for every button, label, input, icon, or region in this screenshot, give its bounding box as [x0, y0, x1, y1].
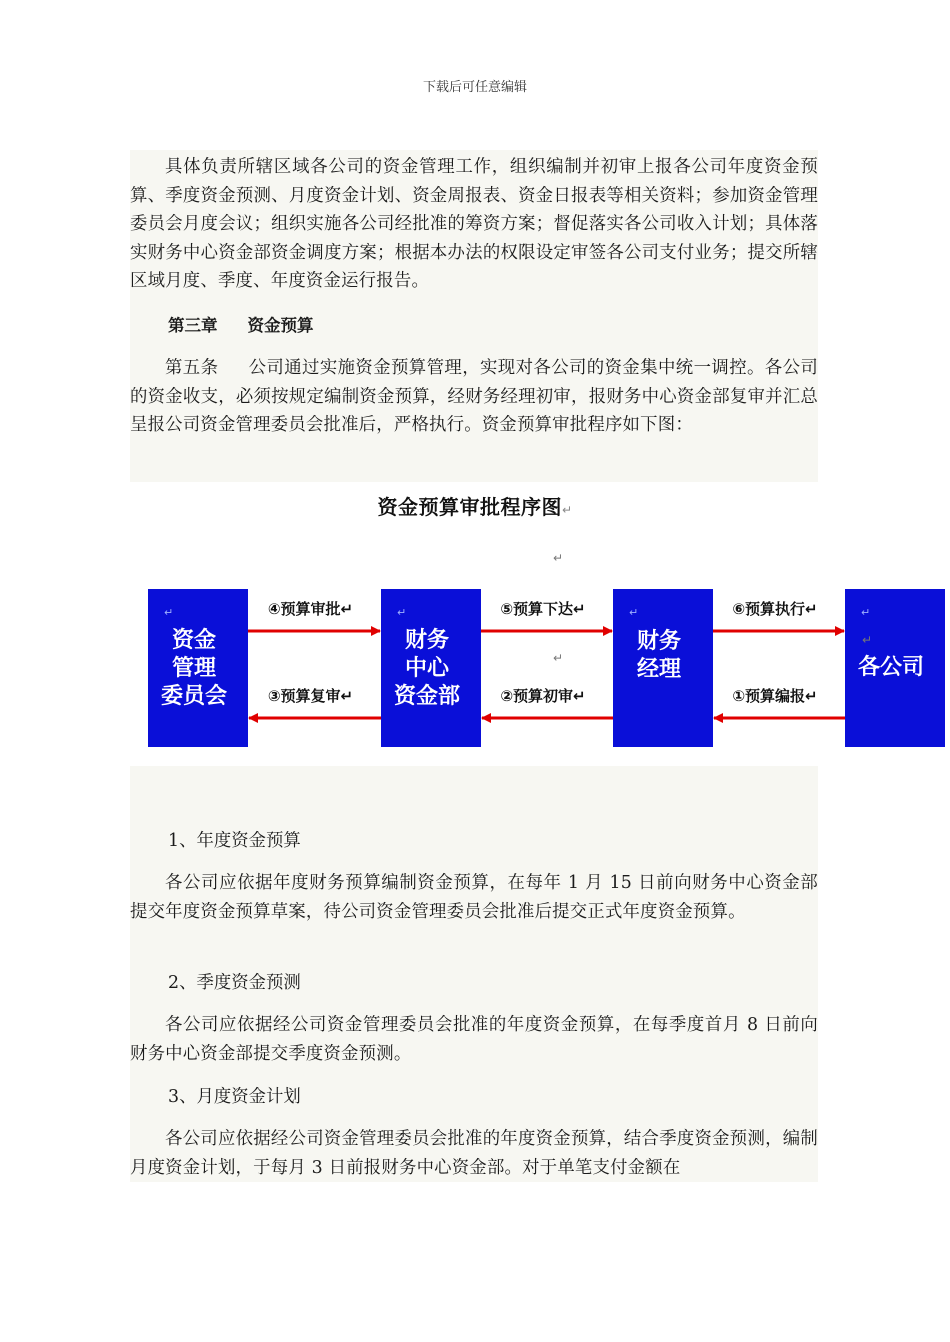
- section-3-text: 各公司应依据经公司资金管理委员会批准的年度资金预算，结合季度资金预测，编制月度资金计划，于每月 3 日前报财务中心资金部。对于单笔支付金额在: [130, 1129, 818, 1178]
- return-mark: ↵: [397, 606, 407, 619]
- return-mark: ↵: [861, 606, 871, 619]
- section-1-heading: 1、年度资金预算: [168, 831, 301, 851]
- return-mark: ↵: [164, 606, 174, 619]
- committee-box-label-line: 委员会: [160, 684, 228, 709]
- chapter-number: 第三章: [168, 316, 218, 335]
- article-5-paragraph: [130, 354, 818, 440]
- return-mark: ↵: [553, 551, 564, 565]
- arrow-execution-label: ⑥预算执行↵: [732, 600, 818, 618]
- committee-box-label-line: 管理: [171, 656, 217, 681]
- finance-manager-box-label-line: 财务: [636, 629, 682, 654]
- text-block-bottom: [130, 766, 818, 1182]
- budget-approval-diagram: [0, 540, 950, 760]
- chapter-heading: [130, 312, 818, 340]
- finance-center-box-label-line: 资金部: [393, 684, 461, 709]
- chapter-title: 资金预算: [247, 316, 314, 335]
- return-mark: ↵: [862, 633, 873, 647]
- arrow-initial-review-label: ②预算初审↵: [500, 687, 586, 705]
- finance-center-box-label-line: 财务: [404, 628, 450, 653]
- arrow-review-label: ③预算复审↵: [267, 687, 354, 705]
- section-2-heading: 2、季度资金预测: [168, 973, 301, 993]
- arrow-issue-label: ⑤预算下达↵: [500, 600, 586, 618]
- section-1-text: 各公司应依据年度财务预算编制资金预算，在每年 1 月 15 日前向财务中心资金部提交年度资金预算草案，待公司资金管理委员会批准后提交正式年度资金预算。: [130, 873, 818, 922]
- arrow-submission-label: ①预算编报↵: [732, 687, 818, 705]
- arrow-approval-label: ④预算审批↵: [267, 600, 354, 618]
- text-block-top: [130, 150, 818, 482]
- companies-box-label-line: 各公司: [857, 655, 925, 680]
- return-mark: ↵: [629, 606, 639, 619]
- diagram-title: 资金预算审批程序图↵: [377, 495, 573, 519]
- page-header-note: 下载后可任意编辑: [422, 80, 527, 95]
- section-3-heading: 3、月度资金计划: [168, 1087, 301, 1107]
- finance-center-box-label-line: 中心: [404, 656, 450, 681]
- responsibility-paragraph: 具体负责所辖区域各公司的资金管理工作，组织编制并初审上报各公司年度资金预算、季度资金预测、月度资金计划、资金周报表、资金日报表等相关资料；参加资金管理委员会月度会议；组织实施各公司经批准的筹资方案；督促落实各公司收入计划；具体落实财务中心资金部资金调度方案；根据本办法的权限设定审签各公司支付业务；提交所辖区域月度、季度、年度资金运行报告。: [130, 157, 818, 292]
- section-2-text: 各公司应依据经公司资金管理委员会批准的年度资金预算，在每季度首月 8 日前向财务中心资金部提交季度资金预测。: [130, 1015, 818, 1064]
- article-5-label: 第五条: [165, 358, 219, 378]
- committee-box-label-line: 资金: [171, 628, 217, 653]
- finance-manager-box-label-line: 经理: [636, 657, 682, 682]
- return-mark: ↵: [553, 651, 564, 665]
- article-5-text: 公司通过实施资金预算管理，实现对各公司的资金集中统一调控。各公司的资金收支，必须按规定编制资金预算，经财务经理初审，报财务中心资金部复审并汇总呈报公司资金管理委员会批准后，严格执行。资金预算审批程序如下图：: [130, 358, 818, 436]
